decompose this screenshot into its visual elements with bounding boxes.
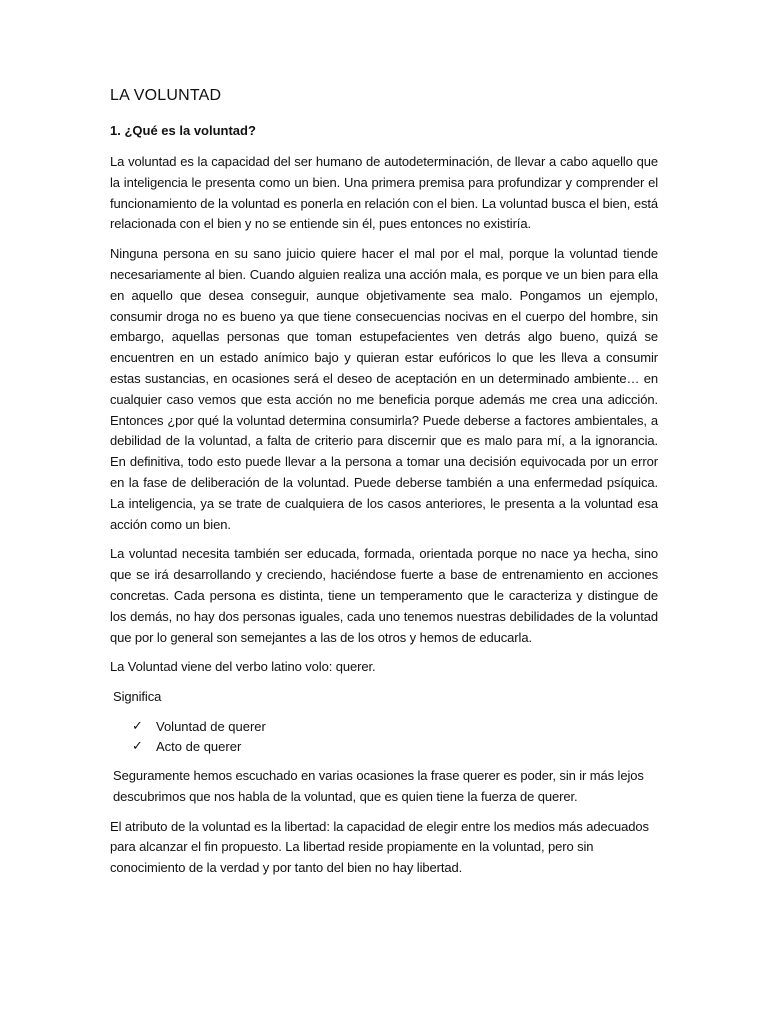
check-icon: ✓ [132,718,143,734]
list-item [132,717,658,738]
paragraph-libertad: El atributo de la voluntad es la libertad: la capacidad de elegir entre los medios más adecuados para alcanzar el fin propuesto. La libertad reside propiamente en la voluntad, pero sin conocimiento de la verdad y por tanto del bien no hay libertad. [110,818,649,876]
significa-label: Significa [113,689,162,705]
list-item-label: Acto de querer [156,739,242,755]
paragraph-etymology: La Voluntad viene del verbo latino volo: querer. [110,659,376,675]
paragraph-example: Ninguna persona en su sano juicio quiere hacer el mal por el mal, porque la voluntad tiende necesariamente al bien. Cuando alguien realiza una acción mala, es porque ve un bien para ella en aquello que desea conseguir, aunque objetivamente sea malo. Pongamos un ejemplo, consumir droga no es bueno ya que tiene consecuencias nocivas en el cuerpo del hombre, sin embargo, aquellas personas que toman estupefacientes ven detrás algo bueno, quizá se encuentren en un estado anímico bajo y quieran estar eufóricos lo que les lleva a consumir estas sustancias, en ocasiones será el deseo de aceptación en un determinado ambiente… en cualquier caso vemos que esta acción no me beneficia porque además me crea una adicción. Entonces ¿por qué la voluntad determina consumirla? Puede deberse a factores ambientales, a debilidad de la voluntad, a falta de criterio para discernir que es malo para mí, a la ignorancia. En definitiva, todo esto puede llevar a la persona a tomar una decisión equivocada por un error en la fase de deliberación de la voluntad. Puede deberse también a una enfermedad psíquica. La inteligencia, ya se trate de cualquiera de los casos anteriores, le presenta a la voluntad esa acción como un bien. [110,246,658,532]
list-item-label: Voluntad de querer [156,718,266,734]
document-page [110,86,658,888]
check-icon: ✓ [132,739,143,755]
list-item [132,737,658,758]
section-heading: 1. ¿Qué es la voluntad? [110,123,256,138]
meanings-list [110,717,658,758]
paragraph-education: La voluntad necesita también ser educada, formada, orientada porque no nace ya hecha, sino que se irá desarrollando y creciendo, haciéndose fuerte a base de entrenamiento en acciones concretas. Cada persona es distinta, tiene un temperamento que le caracteriza y distingue de los demás, no hay dos personas iguales, cada uno tenemos nuestras debilidades de la voluntad que por lo general son semejantes a las de los otros y hemos de educarla. [110,546,658,645]
paragraph-querer-es-poder: Seguramente hemos escuchado en varias ocasiones la frase querer es poder, sin ir más lejos descubrimos que nos habla de la voluntad, que es quien tiene la fuerza de querer. [113,767,644,804]
paragraph-definition: La voluntad es la capacidad del ser humano de autodeterminación, de llevar a cabo aquello que la inteligencia le presenta como un bien. Una primera premisa para profundizar y comprender el funcionamiento de la voluntad es ponerla en relación con el bien. La voluntad busca el bien, está relacionada con el bien y no se entiende sin él, pues entonces no existiría. [110,154,658,232]
document-title: LA VOLUNTAD [110,87,222,104]
